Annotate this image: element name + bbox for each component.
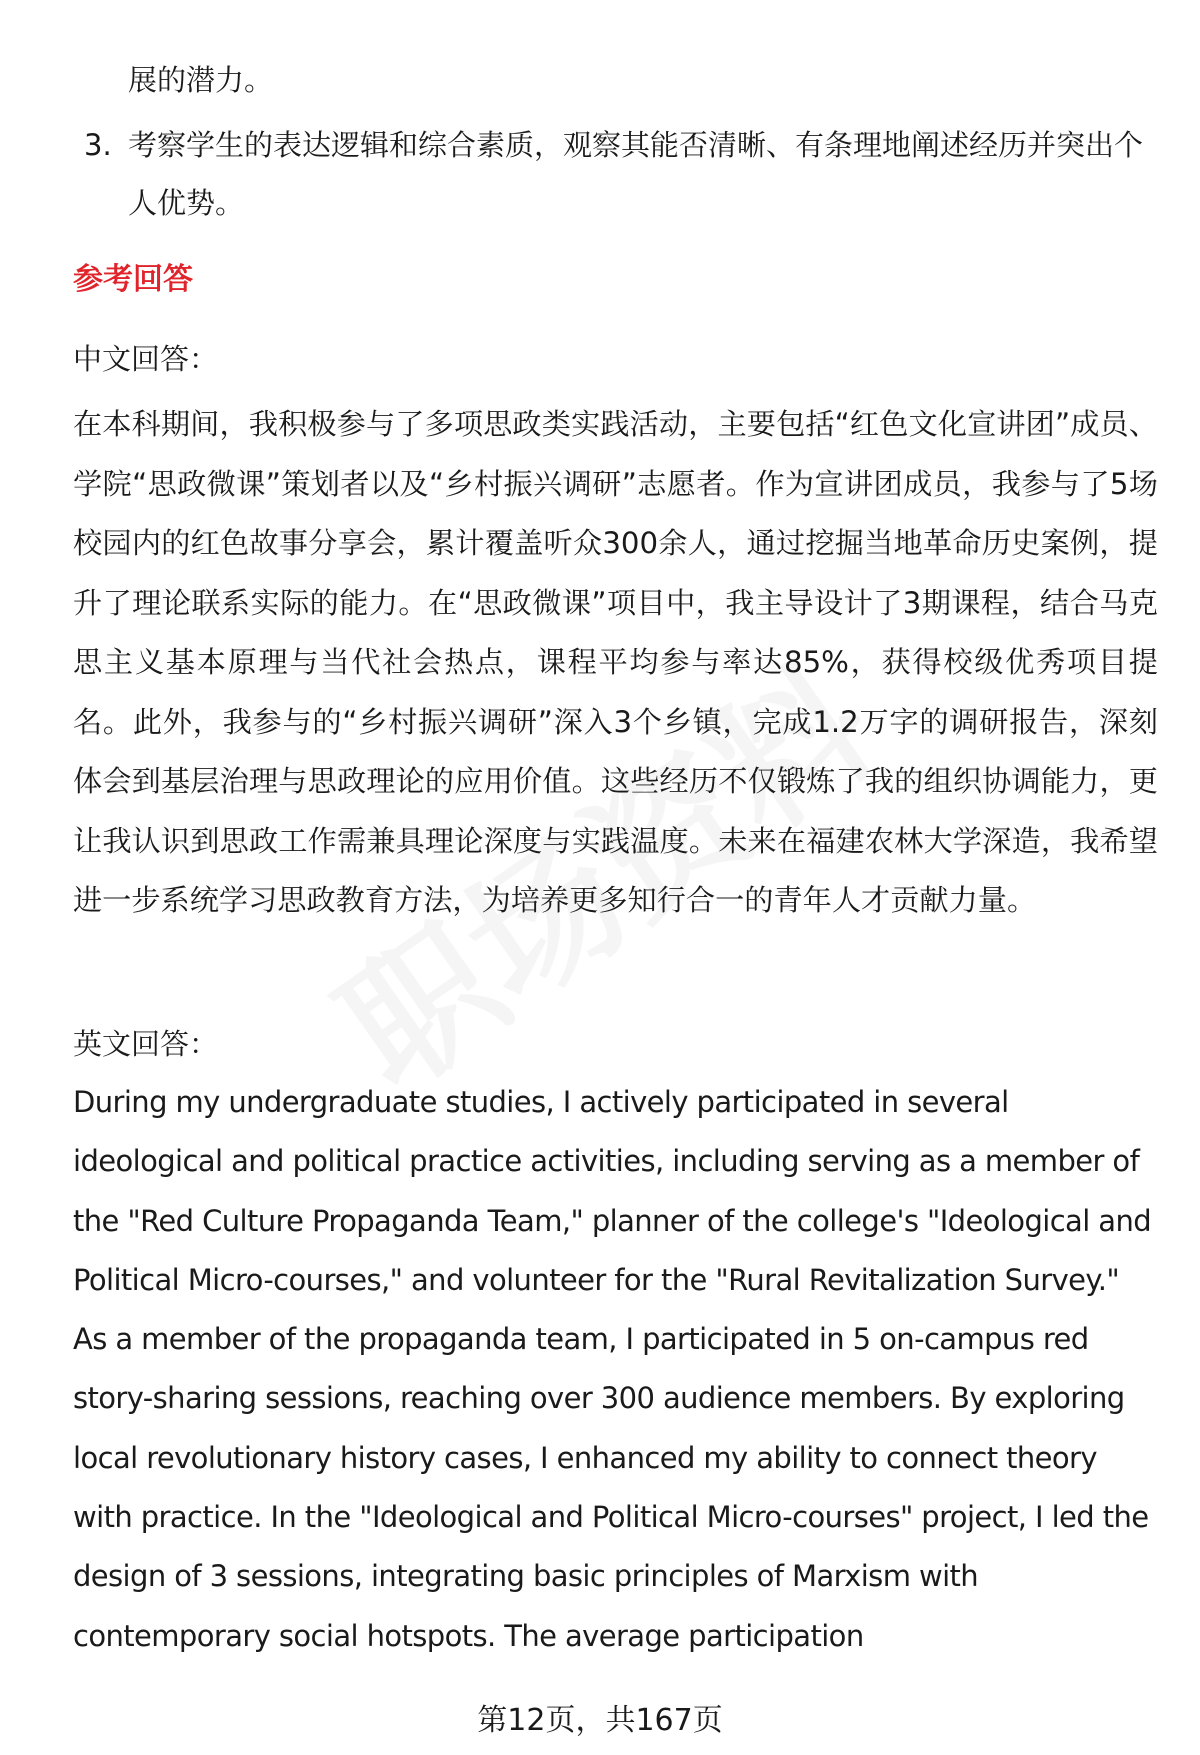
chinese-answer-paragraph: 在本科期间，我积极参与了多项思政类实践活动，主要包括“红色文化宣讲团”成员、学院“思政微课”策划者以及“乡村振兴调研”志愿者。作为宣讲团成员，我参与了5场校园内的红色故事分享会，累计覆盖听众300余人，通过挖掘当地革命历史案例，提升了理论联系实际的能力。在“思政微课”项目中，我主导设计了3期课程，结合马克思主义基本原理与当代社会热点，课程平均参与率达85%，获得校级优秀项目提名。此外，我参与的“乡村振兴调研”深入3个乡镇，完成1.2万字的调研报告，深刻体会到基层治理与思政理论的应用价值。这些经历不仅锻炼了我的组织协调能力，更让我认识到思政工作需兼具理论深度与实践温度。未来在福建农林大学深造，我希望进一步系统学习思政教育方法，为培养更多知行合一的青年人才贡献力量。 bbox=[73, 407, 1158, 917]
list-number: 3. bbox=[84, 128, 112, 162]
list-item-text: 考察学生的表达逻辑和综合素质，观察其能否清晰、有条理地阐述经历并突出个人优势。 bbox=[128, 128, 1144, 220]
list-item-3 bbox=[84, 116, 1144, 232]
chinese-answer-label: 中文回答： bbox=[73, 342, 219, 376]
page-footer: 第12页，共167页 bbox=[477, 1703, 723, 1738]
reference-answer-heading: 参考回答 bbox=[73, 262, 193, 297]
list-item-continuation: 展的潜力。 bbox=[128, 63, 274, 97]
english-answer-paragraph: During my undergraduate studies, I actively participated in several ideological and political practice activities, including serving as a member of the "Red Culture Propaganda Team," planner of the college's "Ideological and Political Micro-courses," and volunteer for the "Rural Revitalization Survey." As a member of the propaganda team, I participated in 5 on-campus red story-sharing sessions, reaching over 300 audience members. By exploring local revolutionary history cases, I enhanced my ability to connect theory with practice. In the "Ideological and Political Micro-courses" project, I led the design of 3 sessions, integrating basic principles of Marxism with contemporary social hotspots. The average participation bbox=[73, 1085, 1152, 1653]
english-answer-label: 英文回答： bbox=[73, 1027, 219, 1061]
